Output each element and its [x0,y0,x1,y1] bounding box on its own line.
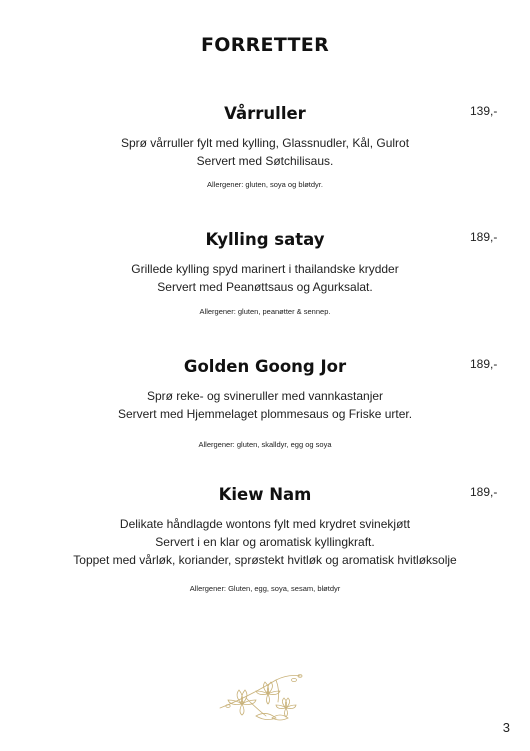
dish-description [0,387,530,423]
dish-allergens: Allergener: gluten, skalldyr, egg og soya [198,440,332,449]
description-line: Servert med Peanøttsaus og Agurksalat. [157,280,373,294]
dish-description [0,515,530,569]
page-number: 3 [502,720,510,735]
description-line: Servert med Søtchilisaus. [196,154,334,168]
dish-allergens: Allergener: Gluten, egg, soya, sesam, bløtdyr [189,584,341,593]
description-line: Delikate håndlagde wontons fylt med krydret svinekjøtt [119,517,411,531]
dish-name: Vårruller [224,104,306,123]
dish-price: 189,- [470,485,498,499]
dish-allergens: Allergener: gluten, soya og bløtdyr. [207,180,323,189]
dish-description [0,260,530,296]
dish-price: 139,- [470,104,498,118]
description-line: Sprø reke- og svineruller med vannkastanjer [146,389,384,403]
dish-name: Golden Goong Jor [183,357,347,376]
description-line: Grillede kylling spyd marinert i thailandske krydder [131,262,399,276]
dish-description [0,134,530,170]
description-line: Servert med Hjemmelaget plommesaus og Friske urter. [117,407,413,421]
orchid-icon [216,668,306,724]
dish-price: 189,- [470,230,498,244]
description-line: Sprø vårruller fylt med kylling, Glassnudler, Kål, Gulrot [120,136,410,150]
dish-name: Kiew Nam [218,485,312,504]
dish-allergens: Allergener: gluten, peanøtter & sennep. [199,307,331,316]
page-title: FORRETTER [200,34,330,56]
description-line: Toppet med vårløk, koriander, sprøstekt hvitløk og aromatisk hvitløksolje [73,553,457,567]
dish-price: 189,- [470,357,498,371]
description-line: Servert i en klar og aromatisk kyllingkraft. [155,535,375,549]
dish-name: Kylling satay [205,230,325,249]
